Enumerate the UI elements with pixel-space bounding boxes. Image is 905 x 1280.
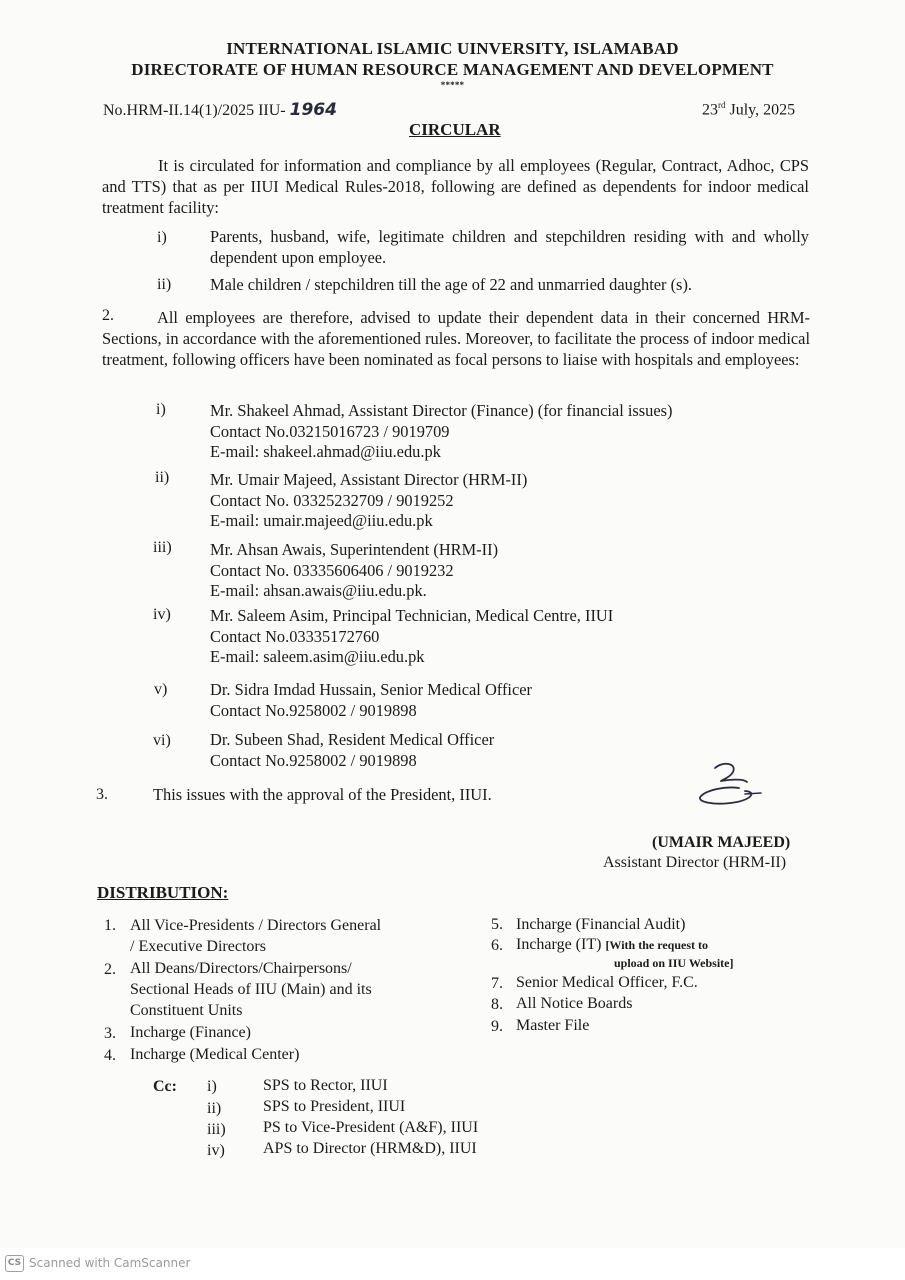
distribution-num: 2. bbox=[104, 961, 116, 978]
officer-num: ii) bbox=[155, 469, 170, 486]
cc-num: iv) bbox=[207, 1142, 225, 1159]
distribution-item: Master File bbox=[516, 1017, 590, 1034]
officer-name: Mr. Ahsan Awais, Superintendent (HRM-II) bbox=[210, 540, 499, 559]
distribution-item: All Notice Boards bbox=[516, 995, 633, 1012]
scanner-footer bbox=[0, 1248, 905, 1280]
distribution-num: 3. bbox=[104, 1025, 116, 1042]
officer-email: E-mail: saleem.asim@iiu.edu.pk bbox=[210, 647, 425, 666]
cc-item: SPS to President, IIUI bbox=[263, 1098, 406, 1115]
officer-contact: Contact No.03215016723 / 9019709 bbox=[210, 421, 450, 441]
signatory-name: (UMAIR MAJEED) bbox=[652, 834, 791, 851]
signature-mark bbox=[685, 758, 775, 818]
distribution-item-note: [With the request to bbox=[605, 938, 708, 952]
distribution-heading: DISTRIBUTION: bbox=[97, 883, 229, 902]
distribution-item bbox=[130, 915, 381, 957]
officer-num: v) bbox=[154, 681, 168, 698]
officer-entry bbox=[210, 680, 532, 721]
officer-entry bbox=[210, 401, 672, 463]
distribution-num: 1. bbox=[104, 917, 116, 934]
date-suffix: rd bbox=[718, 100, 726, 110]
officer-name: Mr. Shakeel Ahmad, Assistant Director (Finance) (for financial issues) bbox=[210, 401, 673, 420]
paragraph-2-number: 2. bbox=[102, 307, 114, 324]
officer-num: iii) bbox=[153, 539, 172, 556]
distribution-line: / Executive Directors bbox=[130, 938, 266, 955]
reference-number bbox=[103, 100, 337, 120]
distribution-line: Constituent Units bbox=[130, 1002, 243, 1019]
officer-contact: Contact No.03335172760 bbox=[210, 626, 380, 646]
officer-entry bbox=[210, 730, 494, 771]
distribution-line: All Vice-Presidents / Directors General bbox=[130, 917, 382, 934]
distribution-item: Incharge (Finance) bbox=[130, 1024, 251, 1041]
distribution-item: Senior Medical Officer, F.C. bbox=[516, 974, 698, 991]
paragraph-3-number: 3. bbox=[96, 786, 108, 803]
cc-num: i) bbox=[207, 1078, 217, 1095]
officer-num: iv) bbox=[153, 606, 171, 623]
circular-title: CIRCULAR bbox=[409, 120, 501, 139]
header-stars: ***** bbox=[440, 80, 465, 90]
distribution-item: Incharge (Financial Audit) bbox=[516, 916, 686, 933]
university-name: INTERNATIONAL ISLAMIC UINVERSITY, ISLAMABAD bbox=[226, 39, 679, 58]
scanner-watermark-text: Scanned with CamScanner bbox=[29, 1256, 191, 1270]
date-rest: July, 2025 bbox=[725, 101, 796, 119]
distribution-item bbox=[516, 934, 708, 956]
date-day: 23 bbox=[702, 101, 718, 119]
officer-contact: Contact No. 03325232709 / 9019252 bbox=[210, 490, 454, 510]
distribution-num: 7. bbox=[491, 975, 503, 992]
directorate-name: DIRECTORATE OF HUMAN RESOURCE MANAGEMENT AND DEVELOPMENT bbox=[131, 60, 774, 79]
distribution-item-text: Incharge (IT) bbox=[516, 936, 606, 953]
dependent-item: Male children / stepchildren till the age of 22 and unmarried daughter (s). bbox=[210, 275, 692, 294]
camscanner-logo-icon: CS bbox=[5, 1255, 24, 1272]
officer-contact: Contact No.9258002 / 9019898 bbox=[210, 700, 417, 720]
cc-item: PS to Vice-President (A&F), IIUI bbox=[263, 1119, 479, 1136]
signatory-title: Assistant Director (HRM-II) bbox=[603, 854, 787, 871]
officer-contact: Contact No. 03335606406 / 9019232 bbox=[210, 560, 454, 580]
circular-date bbox=[702, 100, 795, 119]
officer-entry bbox=[210, 470, 527, 532]
officer-num: vi) bbox=[153, 732, 171, 749]
dependent-item: Parents, husband, wife, legitimate children and stepchildren residing with and wholly dependent upon employee. bbox=[210, 227, 809, 267]
distribution-line: Sectional Heads of IIU (Main) and its bbox=[130, 981, 372, 998]
officer-name: Dr. Subeen Shad, Resident Medical Officer bbox=[210, 730, 495, 749]
officer-name: Mr. Saleem Asim, Principal Technician, Medical Centre, IIUI bbox=[210, 606, 614, 625]
distribution-item: Incharge (Medical Center) bbox=[130, 1046, 300, 1063]
reference-prefix: No.HRM-II.14(1)/2025 IIU- bbox=[103, 102, 286, 119]
officer-entry bbox=[210, 540, 498, 602]
dependent-num: ii) bbox=[157, 276, 172, 293]
cc-num: iii) bbox=[207, 1121, 226, 1138]
officer-entry bbox=[210, 606, 613, 668]
cc-item: SPS to Rector, IIUI bbox=[263, 1077, 388, 1094]
officer-name: Mr. Umair Majeed, Assistant Director (HRM-II) bbox=[210, 470, 528, 489]
distribution-num: 6. bbox=[491, 937, 503, 954]
distribution-item bbox=[130, 958, 372, 1021]
paragraph-1: It is circulated for information and compliance by all employees (Regular, Contract, Adhoc, CPS and TTS) that as per IIUI Medical Rules-2018, following are defined as dependents for indoor medical treatment facility: bbox=[102, 156, 809, 217]
officer-email: E-mail: ahsan.awais@iiu.edu.pk. bbox=[210, 581, 427, 600]
cc-num: ii) bbox=[207, 1100, 222, 1117]
paragraph-3: This issues with the approval of the President, IIUI. bbox=[153, 785, 492, 804]
distribution-line: All Deans/Directors/Chairpersons/ bbox=[130, 960, 352, 977]
officer-num: i) bbox=[156, 401, 166, 418]
officer-contact: Contact No.9258002 / 9019898 bbox=[210, 750, 417, 770]
distribution-num: 4. bbox=[104, 1047, 116, 1064]
reference-handwritten-number: 1964 bbox=[289, 100, 337, 120]
officer-name: Dr. Sidra Imdad Hussain, Senior Medical Officer bbox=[210, 680, 532, 699]
cc-item: APS to Director (HRM&D), IIUI bbox=[263, 1140, 477, 1157]
distribution-num: 9. bbox=[491, 1018, 503, 1035]
distribution-num: 8. bbox=[491, 996, 503, 1013]
distribution-item-note: upload on IIU Website] bbox=[614, 956, 734, 970]
officer-email: E-mail: shakeel.ahmad@iiu.edu.pk bbox=[210, 442, 441, 461]
paragraph-2: All employees are therefore, advised to update their dependent data in their concerned HRM-Sections, in accordance with the aforementioned rules. Moreover, to facilitate the process of indoor medical treatment, following officers have been nominated as focal persons to liaise with hospitals and employees: bbox=[102, 308, 810, 369]
distribution-num: 5. bbox=[491, 916, 503, 933]
officer-email: E-mail: umair.majeed@iiu.edu.pk bbox=[210, 511, 433, 530]
cc-label: Cc: bbox=[153, 1078, 177, 1095]
dependent-num: i) bbox=[157, 229, 167, 246]
